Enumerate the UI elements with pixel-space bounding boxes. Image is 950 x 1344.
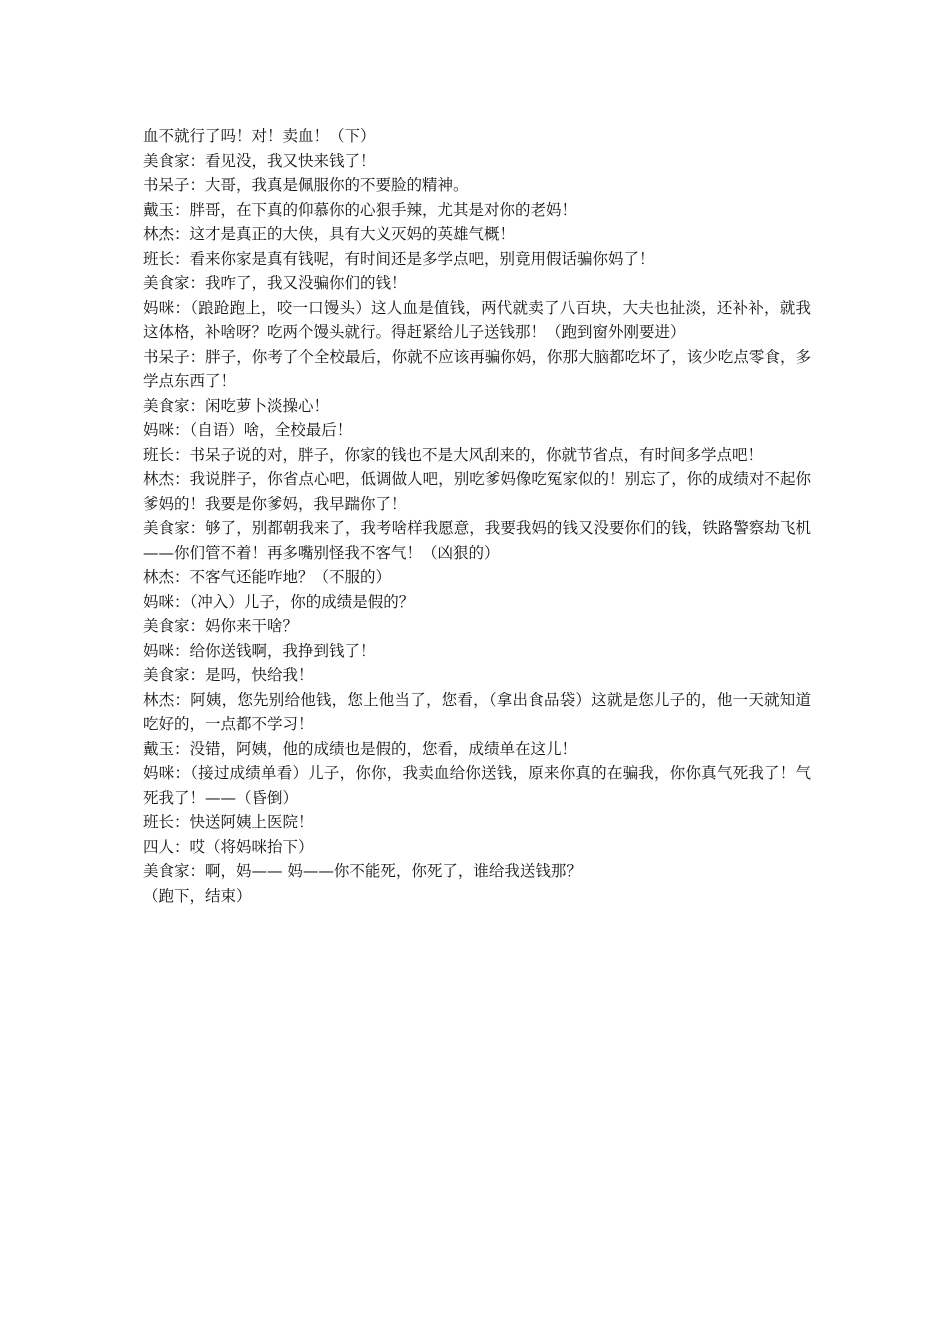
script-text xyxy=(143,124,811,908)
text-line: （跑下，结束） xyxy=(143,886,252,905)
text-line: 妈咪：给你送钱啊，我挣到钱了！ xyxy=(143,641,376,660)
text-line: 妈咪：（接过成绩单看）儿子，你你，我卖血给你送钱，原来你真的在骗我，你你真气死我了！气死我了！——（昏倒） xyxy=(143,764,811,807)
text-line: 林杰：不客气还能咋地？（不服的） xyxy=(143,568,392,586)
text-line: 四人：哎（将妈咪抬下） xyxy=(143,837,314,856)
text-line: 美食家：够了，别都朝我来了，我考啥样我愿意，我要我妈的钱又没要你们的钱，铁路警察劫飞机——你们管不着！再多嘴别怪我不客气！（凶狠的） xyxy=(143,519,811,562)
text-line: 妈咪：（踉跄跑上，咬一口馒头）这人血是值钱，两代就卖了八百块，大夫也扯淡，还补补，就我这体格，补啥呀？吃两个馒头就行。得赶紧给儿子送钱那！（跑到窗外刚要进） xyxy=(143,298,811,341)
text-line: 美食家：妈你来干啥？ xyxy=(143,617,299,635)
text-line: 林杰：阿姨，您先别给他钱，您上他当了，您看，（拿出食品袋）这就是您儿子的，他一天就知道吃好的，一点都不学习！ xyxy=(143,690,811,733)
text-line: 美食家：啊，妈—— 妈——你不能死，你死了，谁给我送钱那？ xyxy=(143,862,582,880)
text-line: 血不就行了吗！对！卖血！（下） xyxy=(143,127,376,145)
text-line: 书呆子：大哥，我真是佩服你的不要脸的精神。 xyxy=(143,176,469,194)
text-line: 林杰：这才是真正的大侠，具有大义灭妈的英雄气概！ xyxy=(143,225,516,243)
text-line: 美食家：我咋了，我又没骗你们的钱！ xyxy=(143,274,407,292)
text-line: 班长：快送阿姨上医院！ xyxy=(143,813,314,831)
text-line: 美食家：看见没，我又快来钱了！ xyxy=(143,151,376,170)
text-line: 美食家：闲吃萝卜淡操心！ xyxy=(143,396,330,415)
text-line: 班长：书呆子说的对，胖子，你家的钱也不是大风刮来的，你就节省点，有时间多学点吧！ xyxy=(143,445,764,464)
text-line: 戴玉：胖哥，在下真的仰慕你的心狠手辣，尤其是对你的老妈！ xyxy=(143,200,578,219)
text-line: 戴玉：没错，阿姨，他的成绩也是假的，您看，成绩单在这儿！ xyxy=(143,739,578,758)
text-line: 班长：看来你家是真有钱呢，有时间还是多学点吧，别竟用假话骗你妈了！ xyxy=(143,249,655,268)
text-line: 妈咪：（冲入）儿子，你的成绩是假的？ xyxy=(143,592,415,611)
text-line: 妈咪：（自语）啥，全校最后！ xyxy=(143,421,353,439)
text-line: 书呆子：胖子，你考了个全校最后，你就不应该再骗你妈，你那大脑都吃坏了，该少吃点零食，多学点东西了！ xyxy=(143,347,811,390)
text-line: 美食家：是吗，快给我！ xyxy=(143,666,314,684)
text-line: 林杰：我说胖子，你省点心吧，低调做人吧，别吃爹妈像吃冤家似的！别忘了，你的成绩对不起你爹妈的！我要是你爹妈，我早踹你了！ xyxy=(143,470,811,513)
